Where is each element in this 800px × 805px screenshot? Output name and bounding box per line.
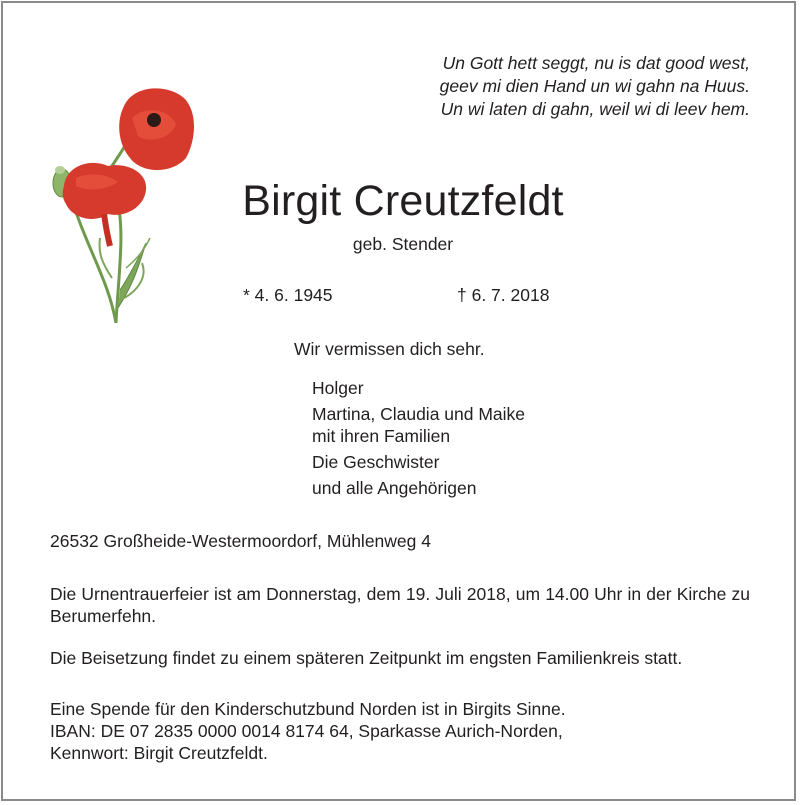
mourners-list — [312, 377, 525, 499]
deceased-name: Birgit Creutzfeldt — [242, 177, 564, 225]
mourner: mit ihren Familien — [312, 426, 451, 446]
mourner: Martina, Claudia und Maike — [312, 404, 526, 424]
verse-line: Un Gott hett seggt, nu is dat good west, — [442, 53, 750, 73]
mourner: und alle Angehörigen — [312, 478, 477, 498]
address: 26532 Großheide-Westermoordorf, Mühlenweg 4 — [50, 531, 431, 551]
mourner: Holger — [312, 378, 364, 398]
donation-line: IBAN: DE 07 2835 0000 0014 8174 64, Sparkasse Aurich-Norden, — [50, 721, 563, 741]
mourner: Die Geschwister — [312, 452, 440, 472]
death-date: † 6. 7. 2018 — [457, 285, 550, 305]
verse-line: Un wi laten di gahn, weil wi di leev hem. — [440, 99, 750, 119]
donation-info — [50, 698, 750, 764]
ceremony-info: Die Urnentrauerfeier ist am Donnerstag, dem 19. Juli 2018, um 14.00 Uhr in der Kirche zu Berumerfehn. — [50, 584, 750, 626]
maiden-name: geb. Stender — [352, 234, 454, 254]
birth-date: * 4. 6. 1945 — [243, 285, 333, 305]
burial-info: Die Beisetzung findet zu einem späteren Zeitpunkt im engsten Familienkreis statt. — [50, 648, 683, 668]
farewell-message: Wir vermissen dich sehr. — [294, 339, 485, 359]
verse — [440, 52, 750, 121]
verse-line: geev mi dien Hand un wi gahn na Huus. — [439, 76, 750, 96]
donation-line: Kennwort: Birgit Creutzfeldt. — [50, 743, 268, 763]
donation-line: Eine Spende für den Kinderschutzbund Norden ist in Birgits Sinne. — [50, 699, 566, 719]
